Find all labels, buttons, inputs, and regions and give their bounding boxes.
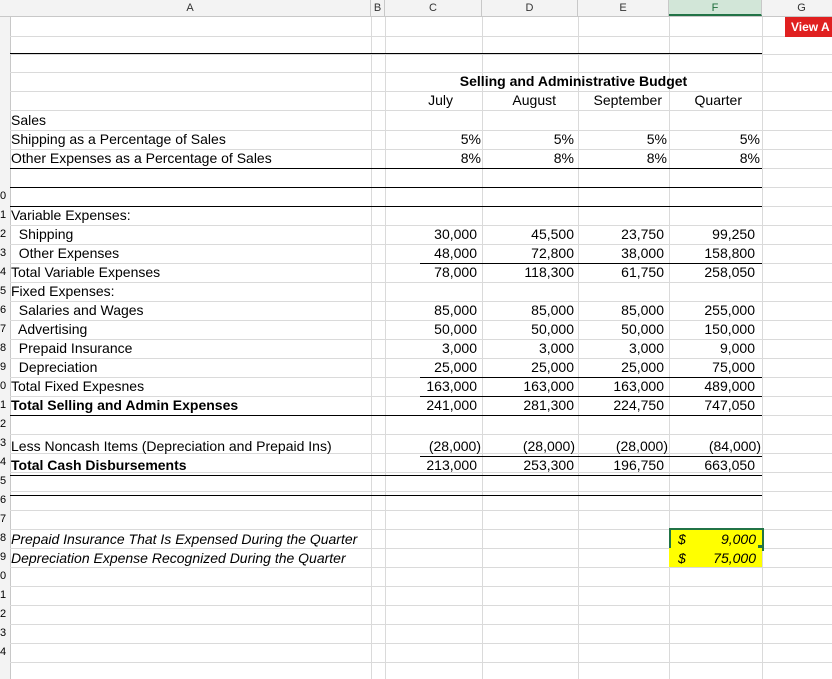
cell-value[interactable]: 5%	[739, 131, 760, 147]
grid-line	[10, 434, 832, 435]
row-number[interactable]: 0	[0, 190, 7, 202]
cell-value[interactable]: 61,750	[621, 264, 664, 280]
row-number[interactable]: 7	[0, 323, 7, 335]
cell-value[interactable]: 241,000	[426, 397, 477, 413]
column-header-g[interactable]: G	[762, 0, 832, 16]
row-number[interactable]: 4	[0, 646, 7, 658]
column-label-quarter: Quarter	[694, 92, 742, 108]
row-label[interactable]: Fixed Expenses:	[11, 283, 115, 299]
row-number[interactable]: 2	[0, 608, 7, 620]
cell-value[interactable]: 163,000	[426, 378, 477, 394]
column-header-f[interactable]: F	[669, 0, 762, 16]
row-label[interactable]: Less Noncash Items (Depreciation and Prepaid Ins)	[11, 438, 332, 454]
note-label[interactable]: Depreciation Expense Recognized During the Quarter	[11, 550, 346, 566]
grid-line	[10, 36, 832, 37]
row-label[interactable]: Depreciation	[11, 359, 98, 375]
grid-line	[10, 282, 832, 283]
row-number[interactable]: 4	[0, 266, 7, 278]
row-number[interactable]: 0	[0, 570, 7, 582]
grid-line	[10, 491, 832, 492]
cell-value[interactable]: 8%	[553, 150, 574, 166]
cell-value[interactable]: 253,300	[523, 457, 574, 473]
border-line	[10, 53, 762, 54]
cell-value[interactable]: 9,000	[719, 340, 755, 356]
cell-value[interactable]: 158,800	[704, 245, 755, 261]
row-label-sales[interactable]: Sales	[11, 112, 47, 128]
cell-value[interactable]: 8%	[646, 150, 667, 166]
cell-value[interactable]: 3,000	[628, 340, 664, 356]
grid-line	[762, 17, 763, 679]
cell-value[interactable]: 38,000	[621, 245, 664, 261]
note-value[interactable]: 9,000	[720, 531, 756, 547]
row-number[interactable]: 9	[0, 361, 7, 373]
cell-value[interactable]: 99,250	[712, 226, 755, 242]
currency-symbol: $	[678, 531, 686, 547]
currency-symbol: $	[678, 550, 686, 566]
cell-value[interactable]: 50,000	[434, 321, 477, 337]
cell-value[interactable]: 663,050	[704, 457, 755, 473]
budget-title: Selling and Administrative Budget	[459, 73, 688, 89]
cell-value[interactable]: 72,800	[531, 245, 574, 261]
cell-value[interactable]: 50,000	[621, 321, 664, 337]
column-header-c[interactable]: C	[385, 0, 482, 16]
cell-value[interactable]: 30,000	[434, 226, 477, 242]
cell-value[interactable]: 48,000	[434, 245, 477, 261]
row-number[interactable]: 9	[0, 551, 7, 563]
cell-value[interactable]: 25,000	[621, 359, 664, 375]
cell-value[interactable]: 5%	[553, 131, 574, 147]
cell-value[interactable]: 45,500	[531, 226, 574, 242]
row-number[interactable]: 6	[0, 304, 7, 316]
border-line	[420, 396, 762, 397]
cell-value[interactable]: 75,000	[712, 359, 755, 375]
row-label[interactable]: Total Fixed Expesnes	[11, 378, 145, 394]
cell-value[interactable]: 8%	[739, 150, 760, 166]
cell-value[interactable]: 85,000	[531, 302, 574, 318]
note-label[interactable]: Prepaid Insurance That Is Expensed During the Quarter	[11, 531, 358, 547]
row-number[interactable]: 3	[0, 627, 7, 639]
cell-value[interactable]: 118,300	[524, 264, 574, 280]
grid-line	[10, 510, 832, 511]
cell-value[interactable]: 8%	[460, 150, 481, 166]
cell-value[interactable]: 3,000	[441, 340, 477, 356]
column-label-august: August	[512, 92, 556, 108]
row-number[interactable]: 2	[0, 228, 7, 240]
row-number[interactable]: 8	[0, 532, 7, 544]
row-number[interactable]: 4	[0, 456, 7, 468]
cell-value[interactable]: (28,000)	[428, 438, 481, 454]
grid-line	[10, 586, 832, 587]
cell-value[interactable]: 50,000	[531, 321, 574, 337]
column-header-d[interactable]: D	[482, 0, 578, 16]
cell-value[interactable]: 85,000	[434, 302, 477, 318]
border-line	[420, 263, 762, 264]
view-answer-button[interactable]: View A	[785, 17, 832, 37]
grid-line	[10, 605, 832, 606]
column-label-july: July	[428, 92, 453, 108]
border-line	[10, 187, 762, 188]
row-label[interactable]: Advertising	[11, 321, 88, 337]
cell-value[interactable]: 78,000	[434, 264, 477, 280]
row-number[interactable]: 5	[0, 475, 7, 487]
row-label[interactable]: Other Expenses as a Percentage of Sales	[11, 150, 272, 166]
row-number[interactable]: 3	[0, 247, 7, 259]
cell-value[interactable]: 281,300	[523, 397, 574, 413]
grid-line	[10, 662, 832, 663]
cell-value[interactable]: 85,000	[621, 302, 664, 318]
cell-value[interactable]: 489,000	[704, 378, 755, 394]
cell-value[interactable]: 150,000	[704, 321, 755, 337]
row-number[interactable]: 2	[0, 418, 7, 430]
cell-value[interactable]: 258,050	[704, 264, 755, 280]
cell-value[interactable]: 25,000	[531, 359, 574, 375]
row-number[interactable]: 3	[0, 437, 7, 449]
border-line	[420, 456, 762, 457]
row-number[interactable]: 0	[0, 380, 7, 392]
cell-value[interactable]: 196,750	[613, 457, 664, 473]
border-line	[10, 168, 762, 169]
column-header-a[interactable]: A	[10, 0, 371, 16]
column-header-b[interactable]: B	[371, 0, 385, 16]
row-label[interactable]: Other Expenses	[11, 245, 120, 261]
cell-value[interactable]: 23,750	[621, 226, 664, 242]
cell-value[interactable]: 213,000	[426, 457, 477, 473]
column-label-september: September	[593, 92, 662, 108]
cell-value[interactable]: (84,000)	[708, 438, 761, 454]
row-number[interactable]: 6	[0, 494, 7, 506]
note-value[interactable]: 75,000	[713, 550, 756, 566]
grid-line	[10, 643, 832, 644]
row-number[interactable]: 7	[0, 513, 7, 525]
row-label-total-selling-admin[interactable]: Total Selling and Admin Expenses	[11, 397, 239, 413]
cell-value[interactable]: 163,000	[613, 378, 664, 394]
cell-value[interactable]: 224,750	[613, 397, 664, 413]
row-number[interactable]: 1	[0, 209, 7, 221]
row-number[interactable]: 8	[0, 342, 7, 354]
row-label[interactable]: Shipping	[11, 226, 74, 242]
row-label[interactable]: Variable Expenses:	[11, 207, 131, 223]
cell-value[interactable]: 3,000	[538, 340, 574, 356]
row-number[interactable]: 1	[0, 399, 7, 411]
border-line	[10, 206, 762, 207]
grid-line	[10, 54, 832, 55]
cell-value[interactable]: (28,000)	[615, 438, 668, 454]
grid-line	[10, 110, 832, 111]
row-number[interactable]: 5	[0, 285, 7, 297]
grid-line	[10, 624, 832, 625]
row-label[interactable]: Salaries and Wages	[11, 302, 144, 318]
row-label-total-cash[interactable]: Total Cash Disbursements	[11, 457, 187, 473]
column-header-e[interactable]: E	[578, 0, 669, 16]
cell-value[interactable]: 163,000	[523, 378, 574, 394]
row-label[interactable]: Shipping as a Percentage of Sales	[11, 131, 226, 147]
border-line	[10, 415, 762, 416]
border-line	[10, 475, 762, 476]
cell-value[interactable]: 747,050	[704, 397, 755, 413]
border-line	[10, 495, 762, 496]
cell-value[interactable]: 25,000	[434, 359, 477, 375]
cell-value[interactable]: 5%	[460, 131, 481, 147]
grid-line	[371, 17, 372, 679]
cell-value[interactable]: 255,000	[704, 302, 755, 318]
row-label[interactable]: Total Variable Expenses	[11, 264, 161, 280]
row-number[interactable]: 1	[0, 589, 7, 601]
cell-value[interactable]: 5%	[646, 131, 667, 147]
row-label[interactable]: Prepaid Insurance	[11, 340, 133, 356]
cell-value[interactable]: (28,000)	[522, 438, 575, 454]
border-line	[420, 377, 762, 378]
column-header-row	[0, 0, 832, 17]
